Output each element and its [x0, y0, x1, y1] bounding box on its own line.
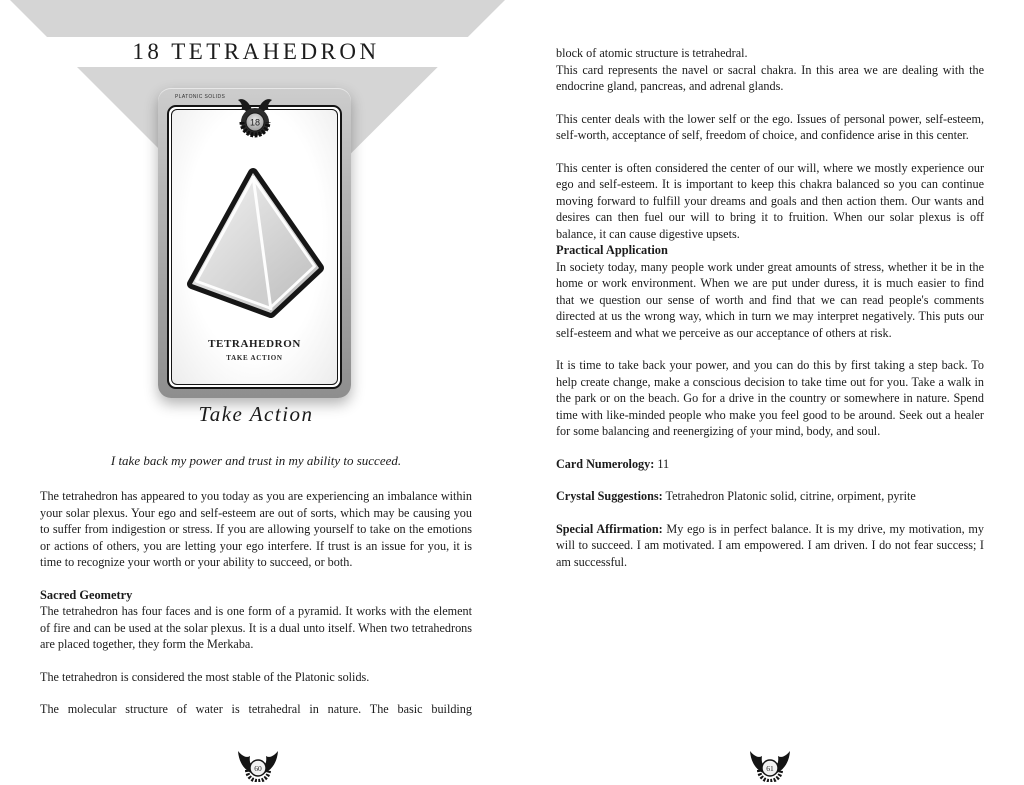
- card-inner-frame: [167, 105, 342, 389]
- paragraph: This card represents the navel or sacral chakra. In this area we are dealing with the endocrine gland, pancreas, and adrenal glands.: [556, 62, 984, 93]
- tetrahedron-icon: [185, 166, 325, 323]
- paragraph: block of atomic structure is tetrahedral.: [556, 46, 748, 60]
- crystal-suggestions-label: Crystal Suggestions:: [556, 489, 663, 503]
- card-number-badge: [234, 97, 276, 146]
- crystal-suggestions-row: [556, 488, 984, 505]
- card-number: 18: [249, 117, 260, 128]
- paragraph: This center deals with the lower self or the ego. Issues of personal power, self-esteem, self-worth, acceptance of self, freedom of choice, and confidence arise in this center.: [556, 111, 984, 142]
- page-number-emblem-right: [746, 744, 794, 785]
- card-title-heading: Take Action: [198, 402, 314, 426]
- title-band: [0, 37, 512, 67]
- card-numerology-label: Card Numerology:: [556, 456, 655, 471]
- paragraph: The molecular structure of water is tetrahedral in nature. The basic building: [40, 702, 472, 716]
- card-name: TETRAHEDRON: [208, 338, 301, 350]
- page-title: 18 TETRAHEDRON: [132, 39, 380, 64]
- right-text-column: [556, 45, 984, 570]
- paragraph: It is time to take back your power, and you can do this by first taking a step back. To help create change, make a conscious decision to take time out for you. Take a walk in the park or on the beach. Go for a drive in the country or somewhere in nature. Spend time with like-minded people who make you feel good to be around. Seek out a healer for some balancing and reenergizing of your mind, body, and soul.: [556, 358, 984, 438]
- paragraph: This center is often considered the center of our will, where we mostly experience our ego and self-esteem. It is important to keep this chakra balanced so you can continue moving forward to fulfill your dreams and goals and then action them. Our wants and desires can then fuel our will to bring it to fruition. When our solar plexus is off balance, it can cause digestive upsets.: [556, 160, 984, 241]
- oracle-card: [158, 88, 351, 398]
- card-subtitle: TAKE ACTION: [226, 354, 283, 362]
- page-number-emblem-left: [234, 744, 282, 785]
- paragraph: The tetrahedron is considered the most stable of the Platonic solids.: [40, 669, 370, 684]
- paragraph: The tetrahedron has appeared to you today as you are experiencing an imbalance within your solar plexus. Your ego and self-esteem are out of sorts, which may be causing you to suffer from indigestion or stress. If you are allowing yourself to take on the emotions or actions of others, you are letting your ego interfere. If trust is an issue for you, it is time to recognize your worth or your ability to succeed, or both.: [40, 489, 472, 569]
- special-affirmation-row: [556, 521, 984, 571]
- special-affirmation-value: My ego is in perfect balance. It is my drive, my motivation, my will to succeed. I am motivated. I am empowered. I am driven. I do not fear success; I am successful.: [556, 521, 984, 569]
- card-deck-label: PLATONIC SOLIDS: [175, 94, 226, 100]
- special-affirmation-label: Special Affirmation:: [556, 521, 663, 536]
- crystal-suggestions-value: Tetrahedron Platonic solid, citrine, orpiment, pyrite: [662, 489, 916, 503]
- card-numerology-row: [556, 456, 984, 473]
- section-heading-sacred-geometry: Sacred Geometry: [40, 587, 133, 602]
- page-number: 61: [766, 764, 774, 773]
- page-number: 60: [254, 764, 262, 773]
- affirmation-line: I take back my power and trust in my ability to succeed.: [110, 453, 402, 468]
- card-numerology-value: 11: [654, 456, 670, 471]
- paragraph: In society today, many people work under great amounts of stress, whether it be in the home or work environment. When we are put under duress, it is much easier to find that we question our sense of worth and find that we can read people's comments directed at us the wrong way, which in turn we may interpret negatively. This puts our self-esteem and what we perceive as our acceptance of others at risk.: [556, 259, 984, 340]
- left-text-column: [40, 402, 472, 718]
- paragraph: The tetrahedron has four faces and is one form of a pyramid. It works with the element of fire and can be used at the solar plexus. It is a dual unto itself. When two tetrahedrons are placed together, they form the Merkaba.: [40, 604, 472, 651]
- section-heading-practical-application: Practical Application: [556, 243, 668, 257]
- card-face: [171, 109, 338, 385]
